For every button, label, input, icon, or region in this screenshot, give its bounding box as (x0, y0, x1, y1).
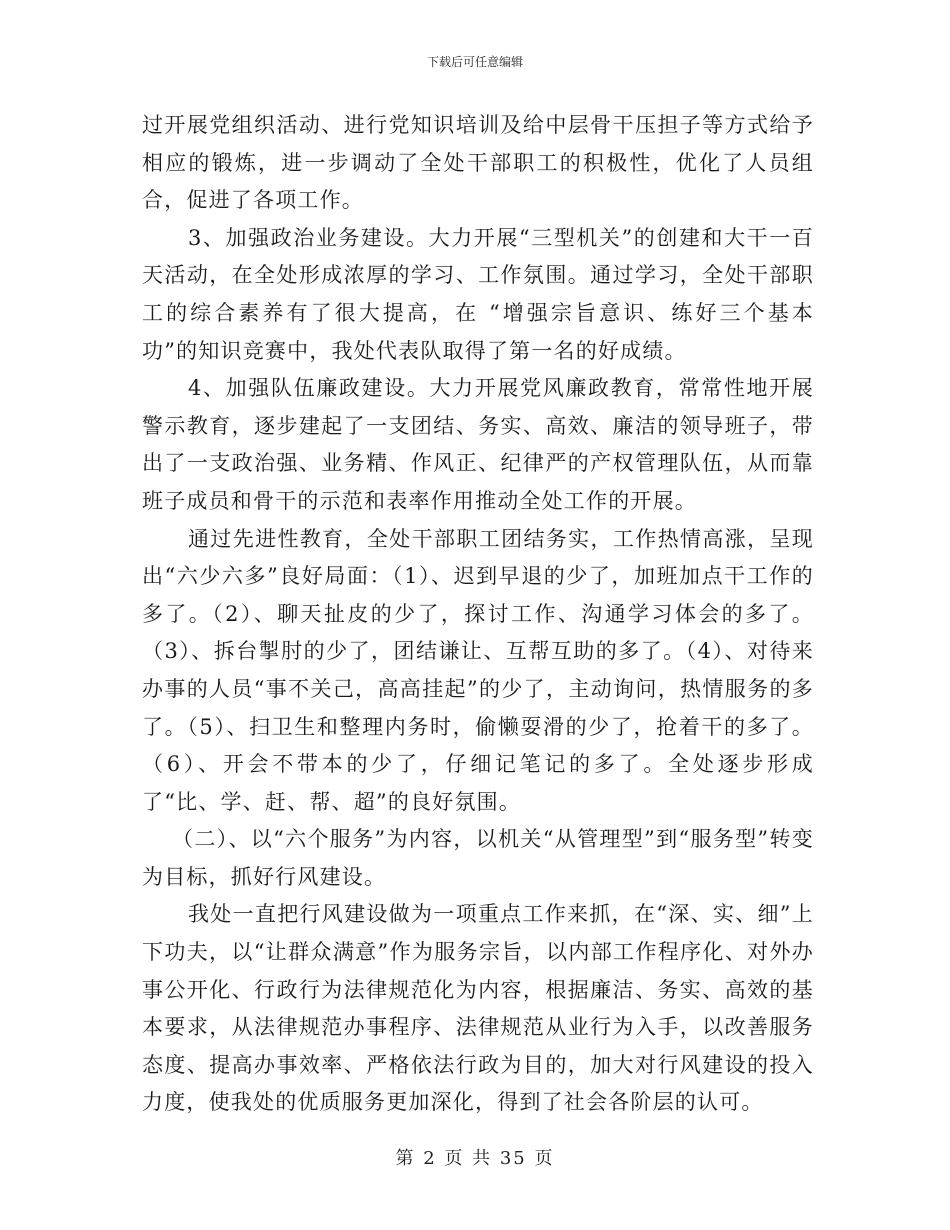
paragraph-political-business: 3、加强政治业务建设。大力开展“三型机关”的创建和大干一百天活动，在全处形成浓厚的学习、工作氛围。通过学习，全处干部职工的综合素养有了很大提高，在 “增强宗旨意识、练好三个基本功”的知识竞赛中，我处代表队取得了第一名的好成绩。 (142, 225, 814, 363)
section-heading-service: （二）、以“六个服务”为内容，以机关“从管理型”到“服务型”转变为目标，抓好行风建设。 (142, 827, 814, 889)
paragraph-integrity-building: 4、加强队伍廉政建设。大力开展党风廉政教育，常常性地开展警示教育，逐步建起了一支团结、务实、高效、廉洁的领导班子，带出了一支政治强、业务精、作风正、纪律严的产权管理队伍，从而靠班子成员和骨干的示范和表率作用推动全处工作的开展。 (142, 376, 814, 513)
document-body (142, 107, 814, 1122)
paragraph-advanced-education: 通过先进性教育，全处干部职工团结务实，工作热情高涨，呈现出“六少六多”良好局面：（1）、迟到早退的少了，加班加点干工作的多了。（2）、聊天扯皮的少了，探讨工作、沟通学习体会的多了。（3）、拆台掣肘的少了，团结谦让、互帮互助的多了。（4）、对待来办事的人员“事不关己，高高挂起”的少了，主动询问，热情服务的多了。（5）、扫卫生和整理内务时，偷懒耍滑的少了，抢着干的多了。（6）、开会不带本的少了，仔细记笔记的多了。全处逐步形成了“比、学、赶、帮、超”的良好氛围。 (142, 526, 814, 814)
page-header: 下载后可任意编辑 (426, 55, 523, 69)
paragraph-conduct-building: 我处一直把行风建设做为一项重点工作来抓，在“深、实、细”上下功夫，以“让群众满意”作为服务宗旨，以内部工作程序化、对外办事公开化、行政行为法律规范化为内容，根据廉洁、务实、高效的基本要求，从法律规范办事程序、法律规范从业行为入手，以改善服务态度、提高办事效率、严格依法行政为目的，加大对行风建设的投入力度，使我处的优质服务更加深化，得到了社会各阶层的认可。 (142, 902, 814, 1115)
page-number-footer: 第 2 页 共 35 页 (395, 1148, 555, 1169)
paragraph-continuation: 过开展党组织活动、进行党知识培训及给中层骨干压担子等方式给予相应的锻炼，进一步调动了全处干部职工的积极性，优化了人员组合，促进了各项工作。 (142, 113, 814, 213)
